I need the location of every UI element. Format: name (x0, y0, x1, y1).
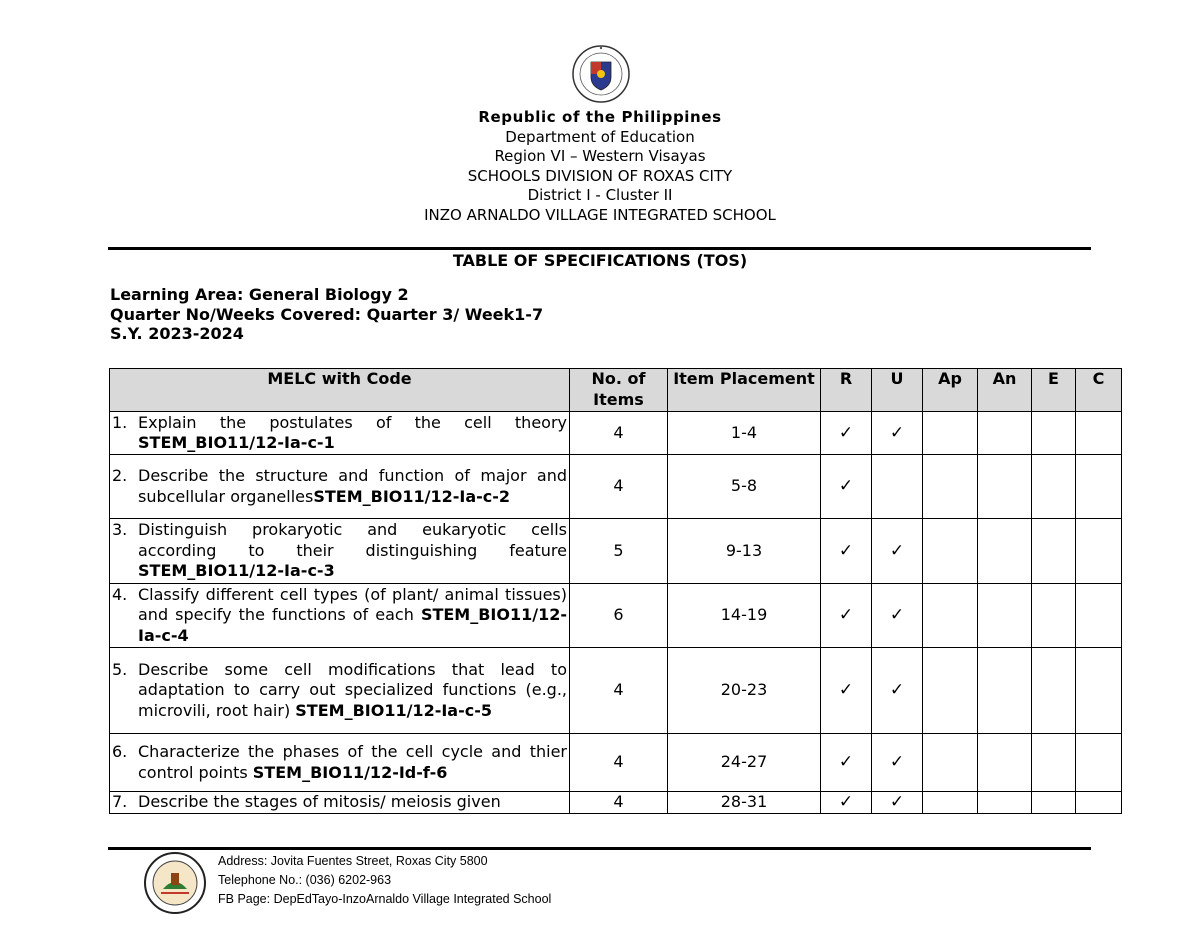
items-count: 4 (570, 648, 668, 734)
melc-code: STEM_BIO11/12-Ia-c-2 (313, 486, 511, 506)
melc-text: Explain the postulates of the cell theory (138, 412, 567, 432)
table-row (110, 648, 1122, 734)
item-placement: 1-4 (668, 412, 821, 455)
department-line: Department of Education (505, 127, 695, 146)
check-icon: ✓ (872, 792, 923, 814)
table-row (110, 519, 1122, 584)
republic-line: Republic of the Philippines (478, 108, 722, 126)
table-header-row (110, 369, 1122, 412)
header-placement: Item Placement (668, 369, 821, 412)
item-placement: 5-8 (668, 455, 821, 519)
header-e: E (1032, 369, 1076, 412)
header-an: An (978, 369, 1032, 412)
melc-text: Distinguish prokaryotic and eukaryotic cells according to their distinguishing feature (138, 520, 567, 560)
check-icon: ✓ (872, 584, 923, 648)
table-row (110, 455, 1122, 519)
check-icon: ✓ (872, 734, 923, 792)
check-icon: ✓ (872, 519, 923, 584)
check-icon: ✓ (821, 648, 872, 734)
item-placement: 14-19 (668, 584, 821, 648)
melc-text: Describe the stages of mitosis/ meiosis given (138, 792, 501, 812)
item-placement: 24-27 (668, 734, 821, 792)
learning-area: Learning Area: General Biology 2 (110, 285, 409, 304)
melc-code: STEM_BIO11/12-Ia-c-3 (138, 561, 335, 581)
footer-divider (108, 847, 1091, 850)
melc-code: STEM_BIO11/12-Ia-c-4 (138, 605, 567, 645)
melc-text: Describe the structure and function of major and subcellular organelles (138, 466, 567, 506)
check-icon: ✓ (821, 734, 872, 792)
footer-fb-page: FB Page: DepEdTayo-InzoArnaldo Village Integrated School (218, 892, 552, 906)
region-line: Region VI – Western Visayas (494, 147, 706, 166)
header-ap: Ap (923, 369, 978, 412)
items-count: 4 (570, 412, 668, 455)
footer-contact (218, 852, 551, 909)
header-divider (108, 247, 1091, 250)
melc-text: Classify different cell types (of plant/ animal tissues) and specify the functions of each (138, 584, 567, 625)
table-row (110, 734, 1122, 792)
quarter-weeks: Quarter No/Weeks Covered: Quarter 3/ Week1-7 (110, 304, 544, 324)
check-icon: ✓ (872, 648, 923, 734)
check-icon: ✓ (821, 519, 872, 584)
info-block (110, 285, 543, 344)
school-logo (143, 851, 207, 915)
melc-code: STEM_BIO11/12-Id-f-6 (252, 762, 448, 782)
district-line: District I - Cluster II (527, 186, 673, 205)
check-icon: ✓ (872, 412, 923, 455)
items-count: 5 (570, 519, 668, 584)
letterhead (0, 108, 1200, 226)
items-count: 4 (570, 734, 668, 792)
specification-table (109, 368, 1122, 814)
footer-address: Address: Jovita Fuentes Street, Roxas City 5800 (218, 854, 488, 868)
melc-code: STEM_BIO11/12-Ia-c-5 (295, 700, 492, 720)
footer-telephone: Telephone No.: (036) 6202-963 (218, 873, 392, 887)
row-number: 5. (112, 659, 128, 679)
header-items: No. of Items (570, 369, 668, 412)
table-row (110, 792, 1122, 814)
item-placement: 28-31 (668, 792, 821, 814)
school-year: S.Y. 2023-2024 (110, 324, 244, 343)
document-title: TABLE OF SPECIFICATIONS (TOS) (452, 251, 748, 270)
items-count: 6 (570, 584, 668, 648)
row-number: 7. (112, 792, 128, 812)
items-count: 4 (570, 792, 668, 814)
melc-code: STEM_BIO11/12-Ia-c-1 (138, 433, 335, 452)
header-u: U (872, 369, 923, 412)
row-number: 2. (112, 466, 128, 485)
melc-text: Characterize the phases of the cell cycle and thier control points (138, 742, 567, 782)
deped-seal-logo (566, 44, 636, 104)
items-count: 4 (570, 455, 668, 519)
table-row (110, 412, 1122, 455)
row-number: 1. (112, 412, 128, 432)
division-line: SCHOOLS DIVISION OF ROXAS CITY (467, 166, 733, 185)
school-line: INZO ARNALDO VILLAGE INTEGRATED SCHOOL (424, 205, 776, 224)
check-icon: ✓ (821, 455, 872, 519)
header-melc: MELC with Code (110, 369, 570, 412)
item-placement: 9-13 (668, 519, 821, 584)
row-number: 6. (112, 742, 128, 761)
check-icon: ✓ (821, 792, 872, 814)
header-r: R (821, 369, 872, 412)
table-row (110, 584, 1122, 648)
row-number: 3. (112, 520, 128, 540)
check-icon: ✓ (821, 584, 872, 648)
check-icon: ✓ (821, 412, 872, 455)
melc-text: Describe some cell modifications that lead to adaptation to carry out specialized functions (e.g., microvili, root hair) (138, 659, 567, 720)
header-c: C (1076, 369, 1122, 412)
row-number: 4. (112, 584, 128, 604)
item-placement: 20-23 (668, 648, 821, 734)
